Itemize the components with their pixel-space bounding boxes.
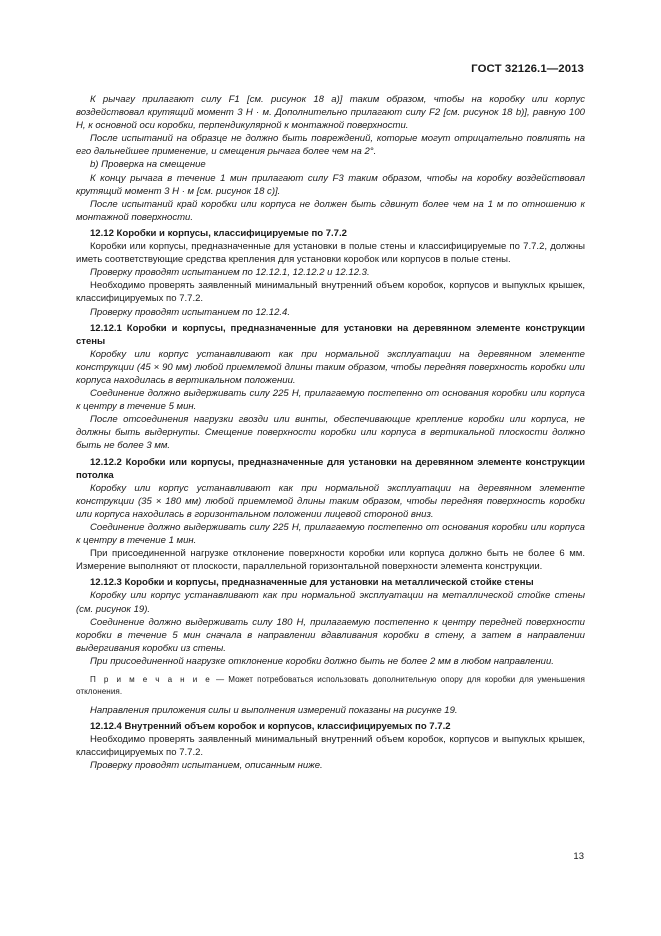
paragraph: Необходимо проверять заявленный минимальный внутренний объем коробок, корпусов и выпуклых крышек, классифицируемых по 7.7.2. <box>76 280 585 305</box>
note <box>76 674 585 698</box>
paragraph: При присоединенной нагрузке отклонение коробки должно быть не более 2 мм в любом направлении. <box>90 655 554 667</box>
paragraph: После испытаний на образце не должно быть повреждений, которые могут отрицательно повлиять на его дальнейшее применение, и смещения рычага более чем на 2°. <box>76 133 585 158</box>
paragraph: К концу рычага в течение 1 мин прилагают силу F3 таким образом, чтобы на коробку воздействовал крутящий момент 3 Н · м [см. рисунок 18 c)]. <box>76 172 585 197</box>
paragraph: После испытаний край коробки или корпуса не должен быть сдвинут более чем на 1 м по отношению к монтажной поверхности. <box>76 198 585 223</box>
paragraph: Проверку проводят испытанием, описанным ниже. <box>90 760 323 772</box>
note-text: — Может потребоваться использовать дополнительную опору для коробки для уменьшения отклонения. <box>76 675 585 697</box>
paragraph: Соединение должно выдерживать силу 225 Н, прилагаемую постепенно от основания коробки или корпуса к центру в течение 5 мин. <box>76 388 585 413</box>
section-heading-12-12: 12.12 Коробки и корпусы, классифицируемые по 7.7.2 <box>90 227 347 239</box>
paragraph: После отсоединения нагрузки гвозди или винты, обеспечивающие крепление коробки или корпуса, не должны быть выдернуты. Смещение поверхности коробки или корпуса в вертикальной плоскости должно быть не более 3 мм. <box>76 414 585 452</box>
subitem-heading: b) Проверка на смещение <box>90 159 206 171</box>
document-body <box>76 93 585 773</box>
standard-header: ГОСТ 32126.1—2013 <box>471 63 584 75</box>
paragraph: Проверку проводят испытанием по 12.12.4. <box>90 306 290 318</box>
note-label: П р и м е ч а н и е <box>90 675 212 685</box>
section-heading-12-12-3: 12.12.3 Коробки и корпусы, предназначенные для установки на металлической стойке стены <box>90 577 534 589</box>
paragraph: К рычагу прилагают силу F1 [см. рисунок 18 a)] таким образом, чтобы на коробку или корпус воздействовал крутящий момент 3 Н · м. Дополнительно прилагают силу F2 [см. рисунок 18 b)], равную 100 Н, к основной оси коробки, перпендикулярной к монтажной поверхности. <box>76 94 585 132</box>
paragraph: Соединение должно выдерживать силу 180 Н, прилагаемую постепенно к центру передней поверхности коробки в течение 5 мин сначала в направлении вдавливания коробки в стену, а затем в направлении выдергивания коробки из стены. <box>76 616 585 654</box>
paragraph: Коробку или корпус устанавливают как при нормальной эксплуатации на металлической стойке стены (см. рисунок 19). <box>76 590 585 615</box>
section-heading-12-12-1: 12.12.1 Коробки и корпусы, предназначенные для установки на деревянном элементе конструкции стены <box>76 322 585 347</box>
section-heading-12-12-2: 12.12.2 Коробки или корпусы, предназначенные для установки на деревянном элементе конструкции потолка <box>76 456 585 481</box>
paragraph: Коробки или корпусы, предназначенные для установки в полые стены и классифицируемые по 7.7.2, должны иметь соответствующие средства крепления для установки коробок или корпусов в полые стены. <box>76 241 585 266</box>
paragraph: При присоединенной нагрузке отклонение поверхности коробки или корпуса должно быть не более 6 мм. Измерение выполняют от плоскости, параллельной горизонтальной поверхности элемента конструкции. <box>76 548 585 573</box>
paragraph: Направления приложения силы и выполнения измерений показаны на рисунке 19. <box>90 705 458 717</box>
paragraph: Коробку или корпус устанавливают как при нормальной эксплуатации на деревянном элементе конструкции (35 × 180 мм) любой приемлемой длины таким образом, чтобы передняя поверхность коробки или корпуса находилась в горизонтальном положении лицевой стороной вниз. <box>76 482 585 520</box>
paragraph: Необходимо проверять заявленный минимальный внутренний объем коробок, корпусов и выпуклых крышек, классифицируемых по 7.7.2. <box>76 734 585 759</box>
page-number: 13 <box>573 851 584 862</box>
paragraph: Проверку проводят испытанием по 12.12.1, 12.12.2 и 12.12.3. <box>90 267 370 279</box>
paragraph: Соединение должно выдерживать силу 225 Н, прилагаемую постепенно от основания коробки или корпуса к центру в течение 1 мин. <box>76 522 585 547</box>
section-heading-12-12-4: 12.12.4 Внутренний объем коробок и корпусов, классифицируемых по 7.7.2 <box>90 721 451 733</box>
paragraph: Коробку или корпус устанавливают как при нормальной эксплуатации на деревянном элементе конструкции (45 × 90 мм) любой приемлемой длины таким образом, чтобы передняя поверхность коробки или корпуса находилась в вертикальном положении. <box>76 348 585 386</box>
